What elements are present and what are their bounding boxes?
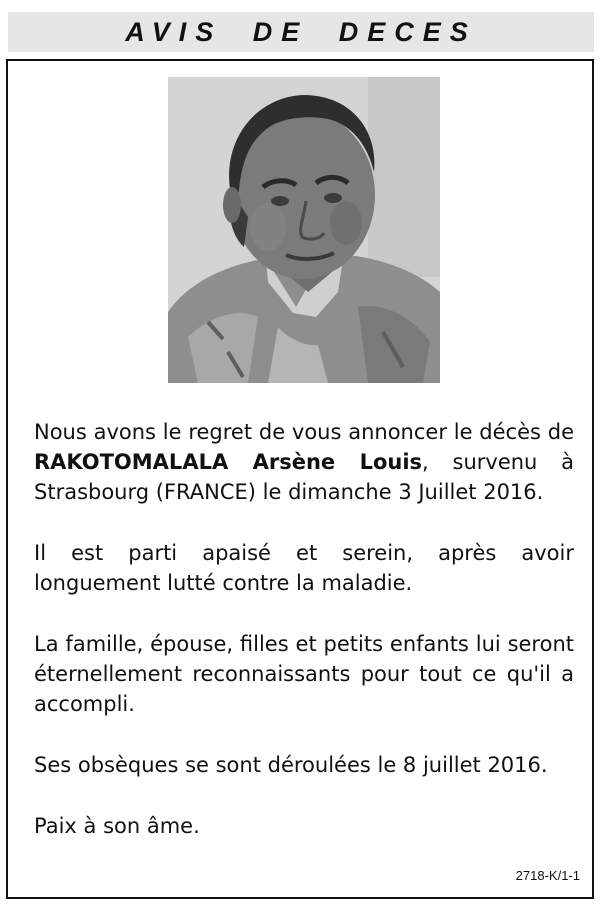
illness-paragraph: Il est parti apaisé et serein, après avoir longuement lutté contre la maladie. — [34, 541, 574, 595]
portrait-illustration — [168, 77, 440, 383]
deceased-name: RAKOTOMALALA Arsène Louis — [34, 450, 423, 474]
notice-body — [34, 417, 574, 841]
header-banner — [8, 12, 594, 52]
reference-code: 2718-K/1-1 — [515, 868, 580, 883]
family-paragraph: La famille, épouse, filles et petits enfants lui seront éternellement reconnaissants pour tout ce qu'il a accompli. — [34, 632, 574, 716]
funeral-paragraph: Ses obsèques se sont déroulées le 8 juillet 2016. — [34, 753, 548, 777]
notice-frame — [6, 59, 594, 899]
announcement-paragraph — [34, 417, 574, 507]
announcement-text-end: , survenu à Strasbourg (FRANCE) le dimanche 3 Juillet 2016. — [34, 450, 575, 504]
portrait-photo — [168, 77, 440, 383]
closing-line: Paix à son âme. — [34, 814, 200, 838]
announcement-text-start: Nous avons le regret de vous annoncer le décès de — [34, 420, 574, 444]
page-title: AVIS DE DECES — [125, 16, 477, 47]
